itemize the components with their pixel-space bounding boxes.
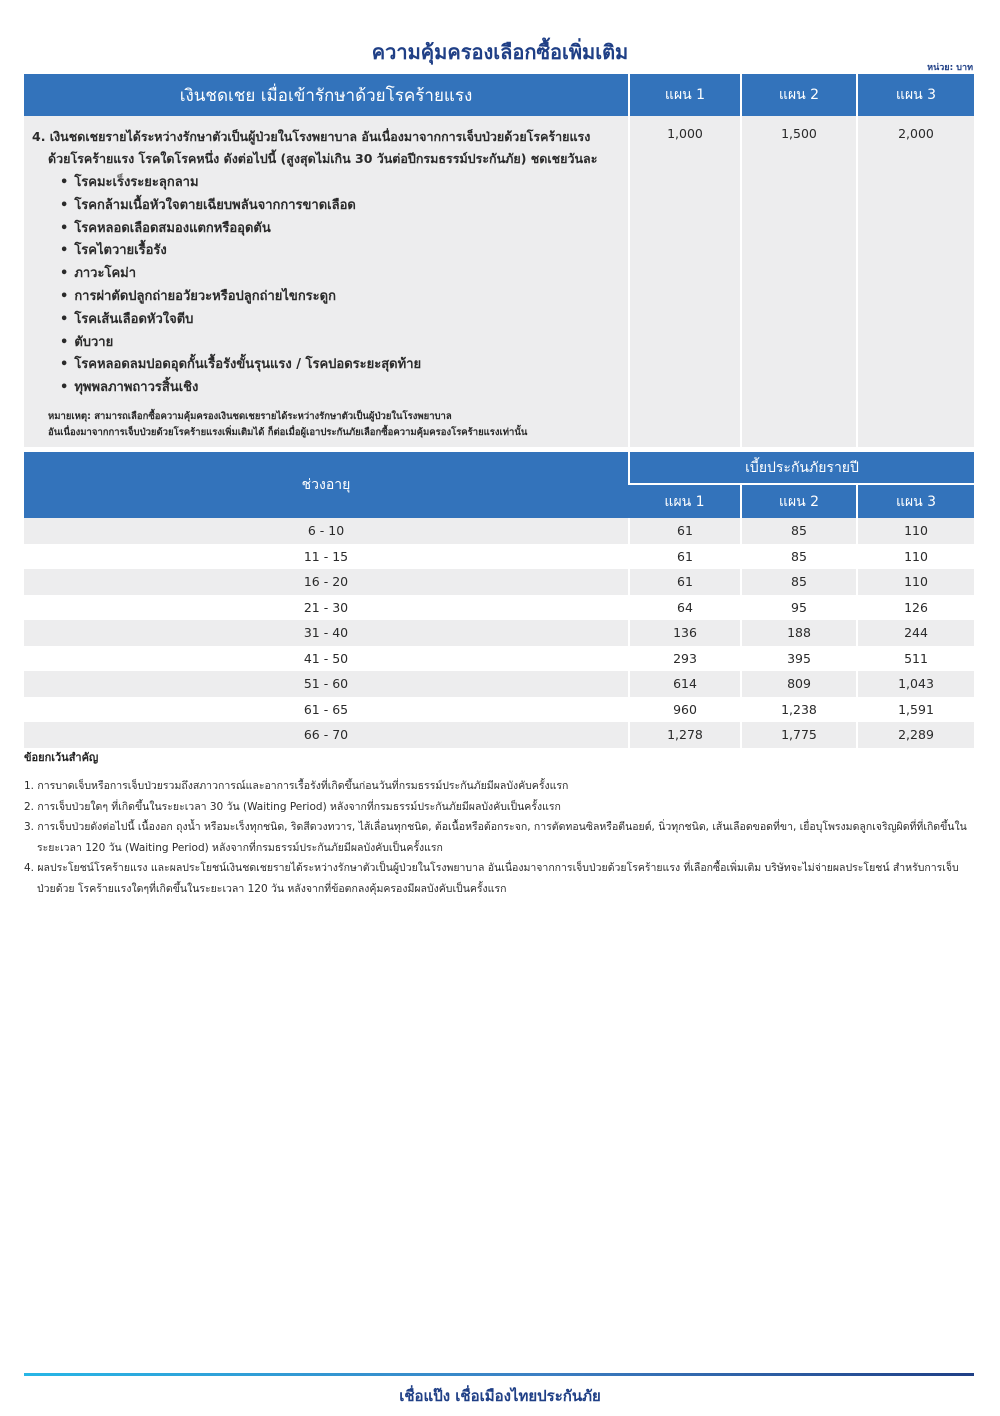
plan-2-premium: 1,238: [741, 697, 857, 723]
plan-3-premium: 244: [857, 620, 974, 646]
plan-1-header: แผน 1: [629, 74, 741, 116]
plan-3-header: แผน 3: [857, 484, 974, 518]
disease-list: [32, 172, 620, 400]
disease-item: • ภาวะโคม่า: [60, 263, 620, 286]
footer-divider: [24, 1373, 974, 1376]
age-cell: 21 - 30: [24, 595, 629, 621]
plan-1-header: แผน 1: [629, 484, 741, 518]
exclusion-item: 3. การเจ็บป่วยดังต่อไปนี้ เนื้องอก ถุงน้ำ หรือมะเร็งทุกชนิด, ริดสีดวงทวาร, ไส้เลื่อนทุกชนิด, ต้อเนื้อหรือต้อกระจก, การตัดทอนซิลหรือตีนอยด์, นิ่วทุกชนิด, เส้นเลือดขอดที่ขา, เยื่อบุโพรงมดลูกเจริญผิดที่ที่เกิดขึ้นใน ระยะเวลา 120 วัน (Waiting Period) หลังจากที่กรมธรรม์ประกันภัยมีผลบังคับเป็นครั้งแรก: [24, 821, 967, 854]
table-row: [24, 646, 974, 672]
table-row: [24, 671, 974, 697]
table-row: [24, 697, 974, 723]
disease-item: • การผ่าตัดปลูกถ่ายอวัยวะหรือปลูกถ่ายไขกระดูก: [60, 286, 620, 309]
disease-item: • ทุพพลภาพถาวรสิ้นเชิง: [60, 377, 620, 400]
plan-1-premium: 61: [629, 569, 741, 595]
benefit-item-line-2: ด้วยโรคร้ายแรง โรคใดโรคหนึ่ง ดังต่อไปนี้ (สูงสุดไม่เกิน 30 วันต่อปีกรมธรรม์ประกันภัย) ชดเชยวันละ: [48, 151, 598, 166]
plan-2-premium: 85: [741, 569, 857, 595]
age-range-header: ช่วงอายุ: [301, 477, 351, 493]
plan-3-premium: 110: [857, 518, 974, 544]
plan-1-premium: 614: [629, 671, 741, 697]
benefit-table: [24, 74, 974, 447]
table-row: [24, 544, 974, 570]
benefit-header-row: [24, 74, 974, 116]
exclusion-item: 1. การบาดเจ็บหรือการเจ็บป่วยรวมถึงสภาวการณ์และอาการเรื้อรังที่เกิดขึ้นก่อนวันที่กรมธรรม์ประกันภัยมีผลบังคับครั้งแรก: [24, 780, 569, 792]
table-row: [24, 518, 974, 544]
disease-item: • โรคหลอดลมปอดอุดกั้นเรื้อรังขั้นรุนแรง / โรคปอดระยะสุดท้าย: [60, 354, 620, 377]
note-line-1: หมายเหตุ: สามารถเลือกซื้อความคุ้มครองเงินชดเชยรายได้ระหว่างรักษาตัวเป็นผู้ป่วยในโรงพยาบาล: [48, 410, 452, 422]
exclusions-title: ข้อยกเว้นสำคัญ: [24, 751, 99, 764]
footer-slogan: เชื่อแป๊ง เชื่อเมืองไทยประกันภัย: [399, 1387, 601, 1405]
benefit-description: [24, 116, 629, 447]
page-title: ความคุ้มครองเลือกซื้อเพิ่มเติม: [371, 40, 629, 64]
plan-1-premium: 136: [629, 620, 741, 646]
exclusions-section: [24, 748, 976, 899]
plan-3-premium: 126: [857, 595, 974, 621]
plan-2-premium: 85: [741, 518, 857, 544]
plan-3-premium: 110: [857, 569, 974, 595]
plan-1-premium: 61: [629, 518, 741, 544]
plan-3-premium: 511: [857, 646, 974, 672]
plan-2-premium: 188: [741, 620, 857, 646]
disease-item: • โรคหลอดเลือดสมองแตกหรืออุดตัน: [60, 218, 620, 241]
age-cell: 6 - 10: [24, 518, 629, 544]
plan-3-premium: 2,289: [857, 722, 974, 748]
plan-3-amount: 2,000: [857, 116, 974, 447]
plan-3-header: แผน 3: [857, 74, 974, 116]
table-row: [24, 595, 974, 621]
disease-item: • โรคเส้นเลือดหัวใจตีบ: [60, 309, 620, 332]
plan-2-premium: 95: [741, 595, 857, 621]
premium-table: [24, 452, 974, 748]
plan-2-premium: 809: [741, 671, 857, 697]
age-cell: 51 - 60: [24, 671, 629, 697]
plan-2-header: แผน 2: [741, 484, 857, 518]
plan-1-premium: 1,278: [629, 722, 741, 748]
age-cell: 41 - 50: [24, 646, 629, 672]
benefit-header: เงินชดเชย เมื่อเข้ารักษาด้วยโรคร้ายแรง: [179, 85, 473, 106]
exclusion-item: 2. การเจ็บป่วยใดๆ ที่เกิดขึ้นในระยะเวลา 30 วัน (Waiting Period) หลังจากที่กรมธรรม์ประกันภัยมีผลบังคับเป็นครั้งแรก: [24, 800, 561, 813]
benefit-row: [24, 116, 974, 447]
plan-2-premium: 85: [741, 544, 857, 570]
unit-label: หน่วย: บาท: [927, 63, 973, 73]
table-row: [24, 722, 974, 748]
table-row: [24, 620, 974, 646]
plan-1-premium: 960: [629, 697, 741, 723]
plan-1-premium: 293: [629, 646, 741, 672]
age-cell: 66 - 70: [24, 722, 629, 748]
exclusion-item: 4. ผลประโยชน์โรคร้ายแรง และผลประโยชน์เงินชดเชยรายได้ระหว่างรักษาตัวเป็นผู้ป่วยในโรงพยาบาล อันเนื่องมาจากการเจ็บป่วยด้วยโรคร้ายแรง ที่เลือกซื้อเพิ่มเติม บริษัทจะไม่จ่ายผลประโยชน์ สำหรับการเจ็บป่วยด้วย โรคร้ายแรงใดๆที่เกิดขึ้นในระยะเวลา 120 วัน หลังจากที่ข้อตกลงคุ้มครองมีผลบังคับเป็นครั้งแรก: [24, 862, 959, 895]
plan-2-amount: 1,500: [741, 116, 857, 447]
plan-3-premium: 1,591: [857, 697, 974, 723]
plan-1-premium: 61: [629, 544, 741, 570]
disease-item: • ตับวาย: [60, 332, 620, 355]
disease-item: • โรคกล้ามเนื้อหัวใจตายเฉียบพลันจากการขาดเลือด: [60, 195, 620, 218]
benefit-item-line-1: 4. เงินชดเชยรายได้ระหว่างรักษาตัวเป็นผู้ป่วยในโรงพยาบาล อันเนื่องมาจากการเจ็บป่วยด้วยโรคร้ายแรง: [32, 129, 591, 144]
plan-3-premium: 110: [857, 544, 974, 570]
plan-1-amount: 1,000: [629, 116, 741, 447]
age-cell: 31 - 40: [24, 620, 629, 646]
annual-premium-header: เบี้ยประกันภัยรายปี: [629, 452, 974, 484]
plan-3-premium: 1,043: [857, 671, 974, 697]
plan-2-premium: 1,775: [741, 722, 857, 748]
premium-header-row: [24, 452, 974, 484]
disease-item: • โรคไตวายเรื้อรัง: [60, 240, 620, 263]
plan-2-premium: 395: [741, 646, 857, 672]
table-row: [24, 569, 974, 595]
note-line-2: อันเนื่องมาจากการเจ็บป่วยด้วยโรคร้ายแรงเพิ่มเติมได้ ก็ต่อเมื่อผู้เอาประกันภัยเลือกซื้อความคุ้มครองโรคร้ายแรงเท่านั้น: [48, 426, 528, 438]
benefit-note: [32, 409, 620, 441]
age-cell: 61 - 65: [24, 697, 629, 723]
plan-1-premium: 64: [629, 595, 741, 621]
disease-item: • โรคมะเร็งระยะลุกลาม: [60, 172, 620, 195]
age-cell: 16 - 20: [24, 569, 629, 595]
plan-2-header: แผน 2: [741, 74, 857, 116]
age-cell: 11 - 15: [24, 544, 629, 570]
